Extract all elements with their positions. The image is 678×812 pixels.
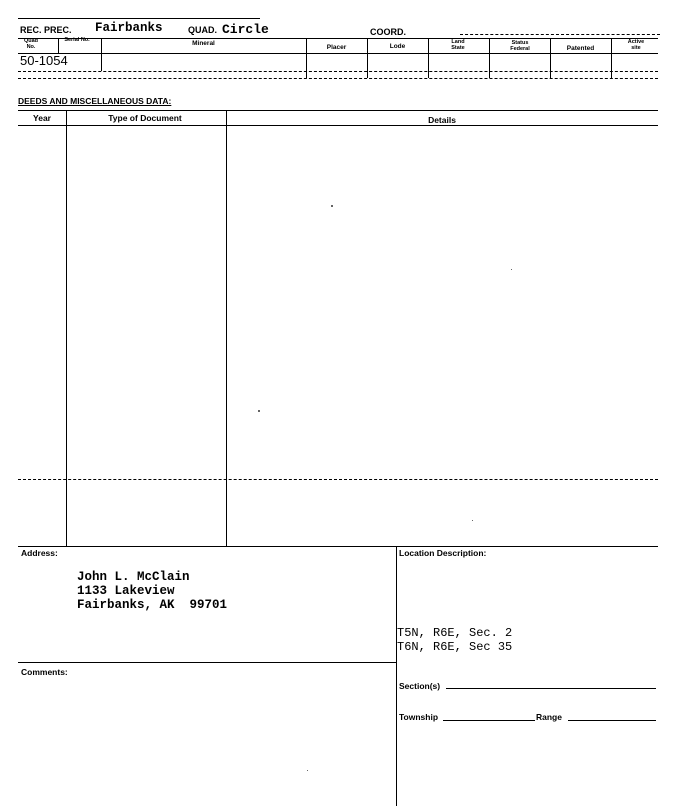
speck [307,770,308,771]
col-mineral: Mineral [192,40,215,47]
col-divider-serial [58,38,59,54]
rec-prec-value: Fairbanks [95,21,163,35]
quad-value: Circle [222,22,269,37]
header-rule-top [18,18,260,19]
header-rule-top-dashed [460,34,660,35]
location-line-2: T6N, R6E, Sec 35 [397,640,513,654]
speck [511,269,512,270]
col-serial-no: Serial No. [64,37,90,43]
col-details: Details [428,115,456,125]
coord-label: COORD. [370,27,406,37]
speck [258,410,260,412]
speck [472,520,473,521]
col-placer: Placer [326,44,347,51]
col-active-site: Active site [627,39,645,51]
address-label: Address: [21,548,58,558]
col-divider-land [428,38,429,78]
col-divider-active [611,38,612,78]
range-label: Range [536,712,562,722]
lower-rule-top [18,546,658,547]
col-land-state: Land State [451,39,465,51]
lower-divider-vertical [396,546,397,806]
deeds-divider-year [66,110,67,546]
address-comments-rule [18,662,396,663]
quad-label: QUAD. [188,25,217,35]
col-year: Year [33,113,51,123]
header-table-rule-1 [18,38,658,39]
quad-serial-value: 50-1054 [20,53,68,68]
col-quad-no: Quad No. [23,38,39,50]
location-label: Location Description: [399,548,487,558]
header-table-rule-3 [18,71,658,72]
deeds-divider-type [226,110,227,546]
deeds-rule-header [18,125,658,126]
speck [331,205,333,207]
deeds-dashed-rule [18,479,658,480]
address-city: Fairbanks, AK 99701 [77,598,228,612]
comments-label: Comments: [21,667,68,677]
col-patented: Patented [566,45,595,52]
col-divider-status [489,38,490,78]
header-bottom-dashed [18,78,658,79]
col-status-federal: Status Federal [510,40,530,52]
township-underline [443,720,535,721]
section-label: Section(s) [399,681,441,691]
deeds-rule-top [18,110,658,111]
col-type-of-document: Type of Document [108,113,182,123]
township-label: Township [399,712,439,722]
address-name: John L. McClain [77,570,190,584]
rec-prec-label: REC. PREC. [20,25,72,35]
col-lode: Lode [389,43,406,50]
address-street: 1133 Lakeview [77,584,175,598]
deeds-section-title: DEEDS AND MISCELLANEOUS DATA: [18,96,172,106]
col-divider-patented [550,38,551,78]
section-underline [446,688,656,689]
location-line-1: T5N, R6E, Sec. 2 [397,626,513,640]
header-table-rule-2 [18,53,658,54]
range-underline [568,720,656,721]
